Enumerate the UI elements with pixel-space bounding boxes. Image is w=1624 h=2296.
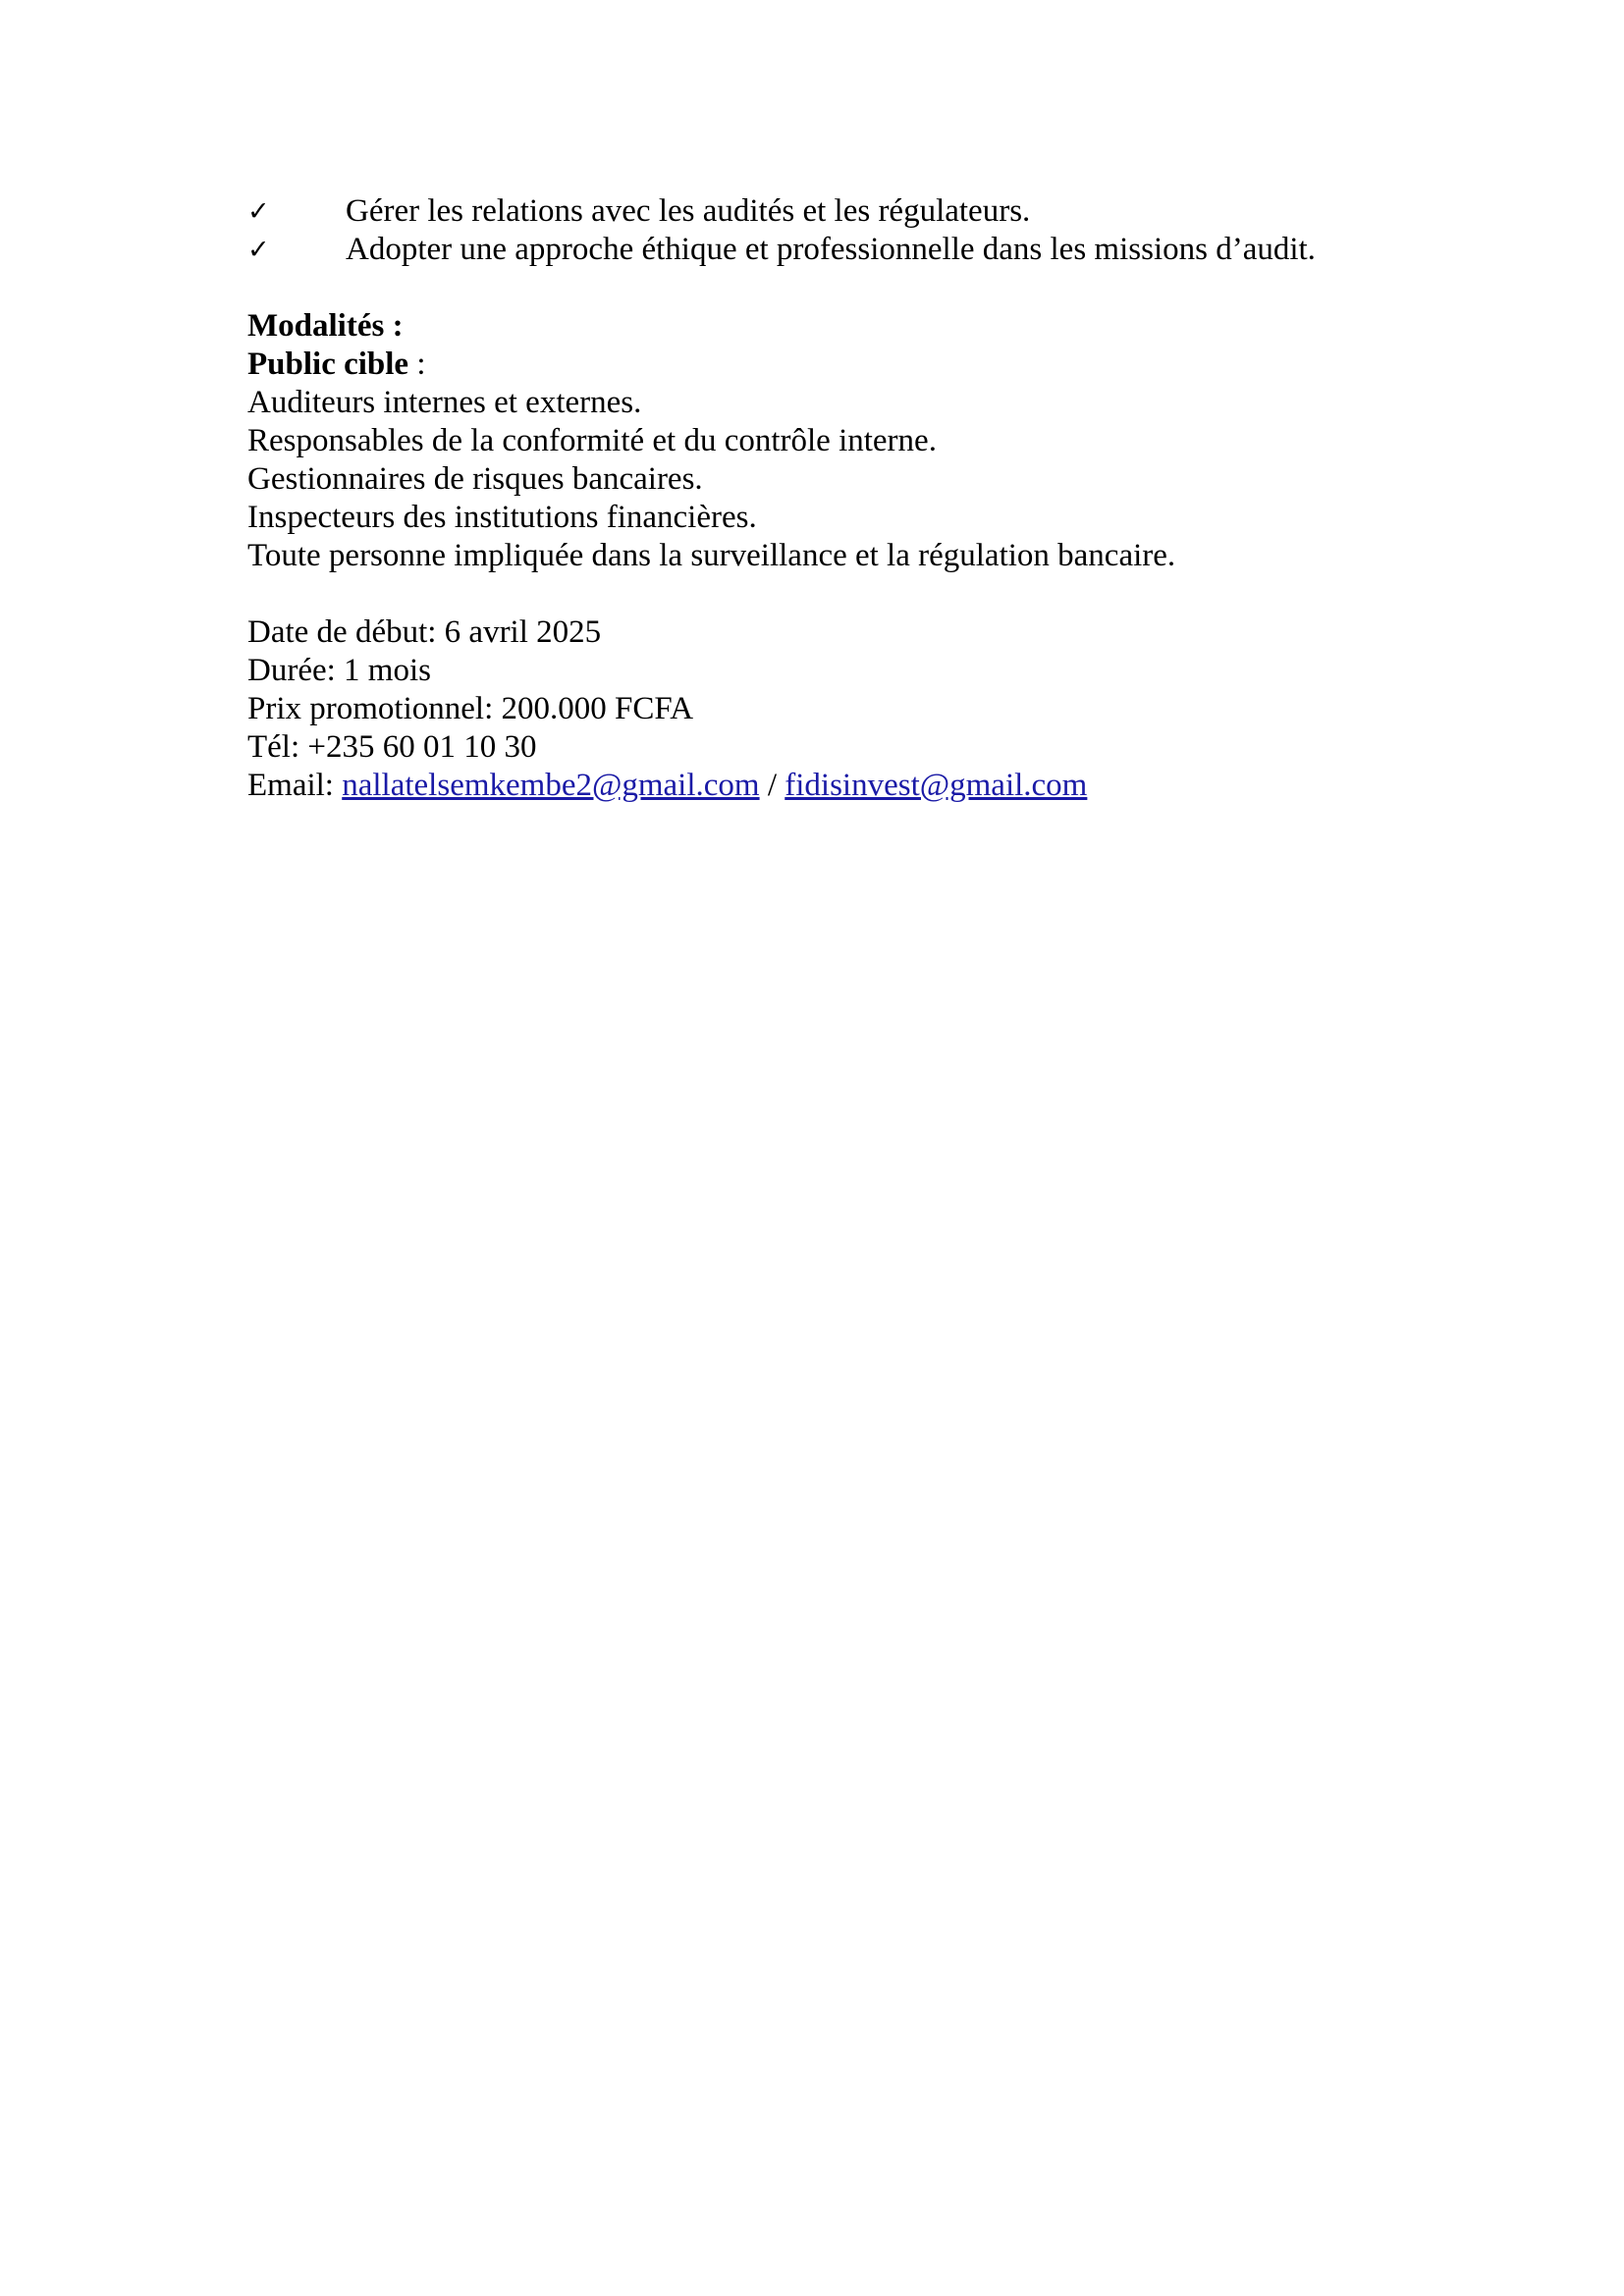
objective-text: Gérer les relations avec les audités et les régulateurs.: [346, 193, 1031, 229]
phone-number: Tél: +235 60 01 10 30: [247, 729, 537, 765]
email-link-fidisinvest[interactable]: fidisinvest@gmail.com: [785, 768, 1088, 803]
email-label: Email:: [247, 768, 343, 803]
promo-price: Prix promotionnel: 200.000 FCFA: [247, 691, 694, 726]
audience-item: Gestionnaires de risques bancaires.: [247, 461, 703, 497]
checkmark-icon: ✓: [247, 235, 270, 265]
email-link-nallatelsemkembe[interactable]: nallatelsemkembe2@gmail.com: [342, 768, 760, 803]
public-cible-colon: :: [408, 347, 426, 382]
objective-text: Adopter une approche éthique et professionnelle dans les missions d’audit.: [346, 232, 1316, 267]
audience-item: Toute personne impliquée dans la surveillance et la régulation bancaire.: [247, 538, 1176, 573]
objective-item: [247, 192, 1406, 231]
email-separator: /: [759, 768, 785, 803]
course-details: [247, 614, 1406, 805]
audience-item: Auditeurs internes et externes.: [247, 385, 642, 420]
duration: Durée: 1 mois: [247, 653, 431, 688]
email-line: [247, 767, 1406, 805]
objectives-list: [247, 192, 1406, 269]
public-cible-heading: Public cible: [247, 347, 409, 382]
public-cible-line: [247, 346, 1406, 384]
page-content: [247, 192, 1406, 805]
audience-item: Inspecteurs des institutions financières.: [247, 500, 757, 535]
modalites-heading: Modalités :: [247, 308, 404, 344]
audience-item: Responsables de la conformité et du contrôle interne.: [247, 423, 937, 458]
start-date: Date de début: 6 avril 2025: [247, 614, 602, 650]
checkmark-icon: ✓: [247, 196, 270, 227]
objective-item: [247, 231, 1406, 269]
